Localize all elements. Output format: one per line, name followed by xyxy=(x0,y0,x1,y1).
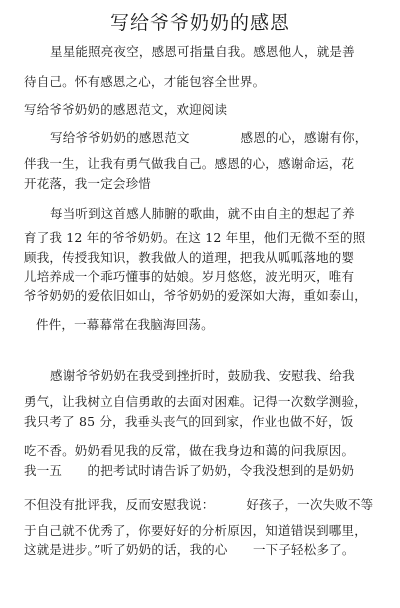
paragraph-line: 写给爷爷奶奶的感恩范文 感恩的心，感谢有你， xyxy=(50,130,368,145)
paragraph-line: 不但没有批评我，反而安慰我说： 好孩子，一次失败不等 xyxy=(24,497,374,512)
paragraph-line: 件件，一幕幕常在我脑海回荡。 xyxy=(36,317,214,332)
paragraph-line: 开花落，我一定会珍惜 xyxy=(24,176,152,191)
paragraph-line: 写给爷爷奶奶的感恩范文，欢迎阅读 xyxy=(24,102,228,117)
paragraph-line: 顾我，传授我知识，教我做人的道理，把我从呱呱落地的婴 xyxy=(24,250,355,265)
paragraph-line: 感谢爷爷奶奶在我受到挫折时，鼓励我、安慰我、给我 xyxy=(50,368,355,383)
paragraph-line: 星星能照亮夜空，感恩可指量自我。感恩他人，就是善 xyxy=(50,44,355,59)
paragraph-line: 待自己。怀有感恩之心，才能包容全世界。 xyxy=(24,74,266,89)
paragraph-line: 儿培养成一个乖巧懂事的姑娘。岁月悠悠，波光明灭，唯有 xyxy=(24,269,355,284)
paragraph-line: 每当听到这首感人肺腑的歌曲，就不由自主的想起了养 xyxy=(50,206,355,221)
paragraph-line: 勇气，让我树立自信勇敢的去面对困难。记得一次数学测验， xyxy=(24,394,367,409)
paragraph-line: 于自己就不优秀了，你要好好的分析原因，知道错误到哪里， xyxy=(24,523,367,538)
paragraph-line: 我一五 的把考试时请告诉了奶奶，令我没想到的是奶奶 xyxy=(24,463,355,478)
paragraph-line: 爷爷奶奶的爱依旧如山，爷爷奶奶的爱深如大海，重如泰山， xyxy=(24,288,367,303)
paragraph-line: 吃不香。奶奶看见我的反常，做在我身边和蔼的问我原因。 xyxy=(24,443,355,458)
article-title: 写给爷爷奶奶的感恩 xyxy=(109,12,290,34)
paragraph-line: 这就是进步。”听了奶奶的话，我的心 一下子轻松多了。 xyxy=(24,542,355,557)
paragraph-line: 伴我一生，让我有勇气做我自己。感恩的心，感谢命运，花 xyxy=(24,156,355,171)
paragraph-line: 育了我 12 年的爷爷奶奶。在这 12 年里，他们无微不至的照 xyxy=(24,230,366,245)
paragraph-line: 我只考了 85 分，我垂头丧气的回到家，作业也做不好，饭 xyxy=(24,414,354,429)
